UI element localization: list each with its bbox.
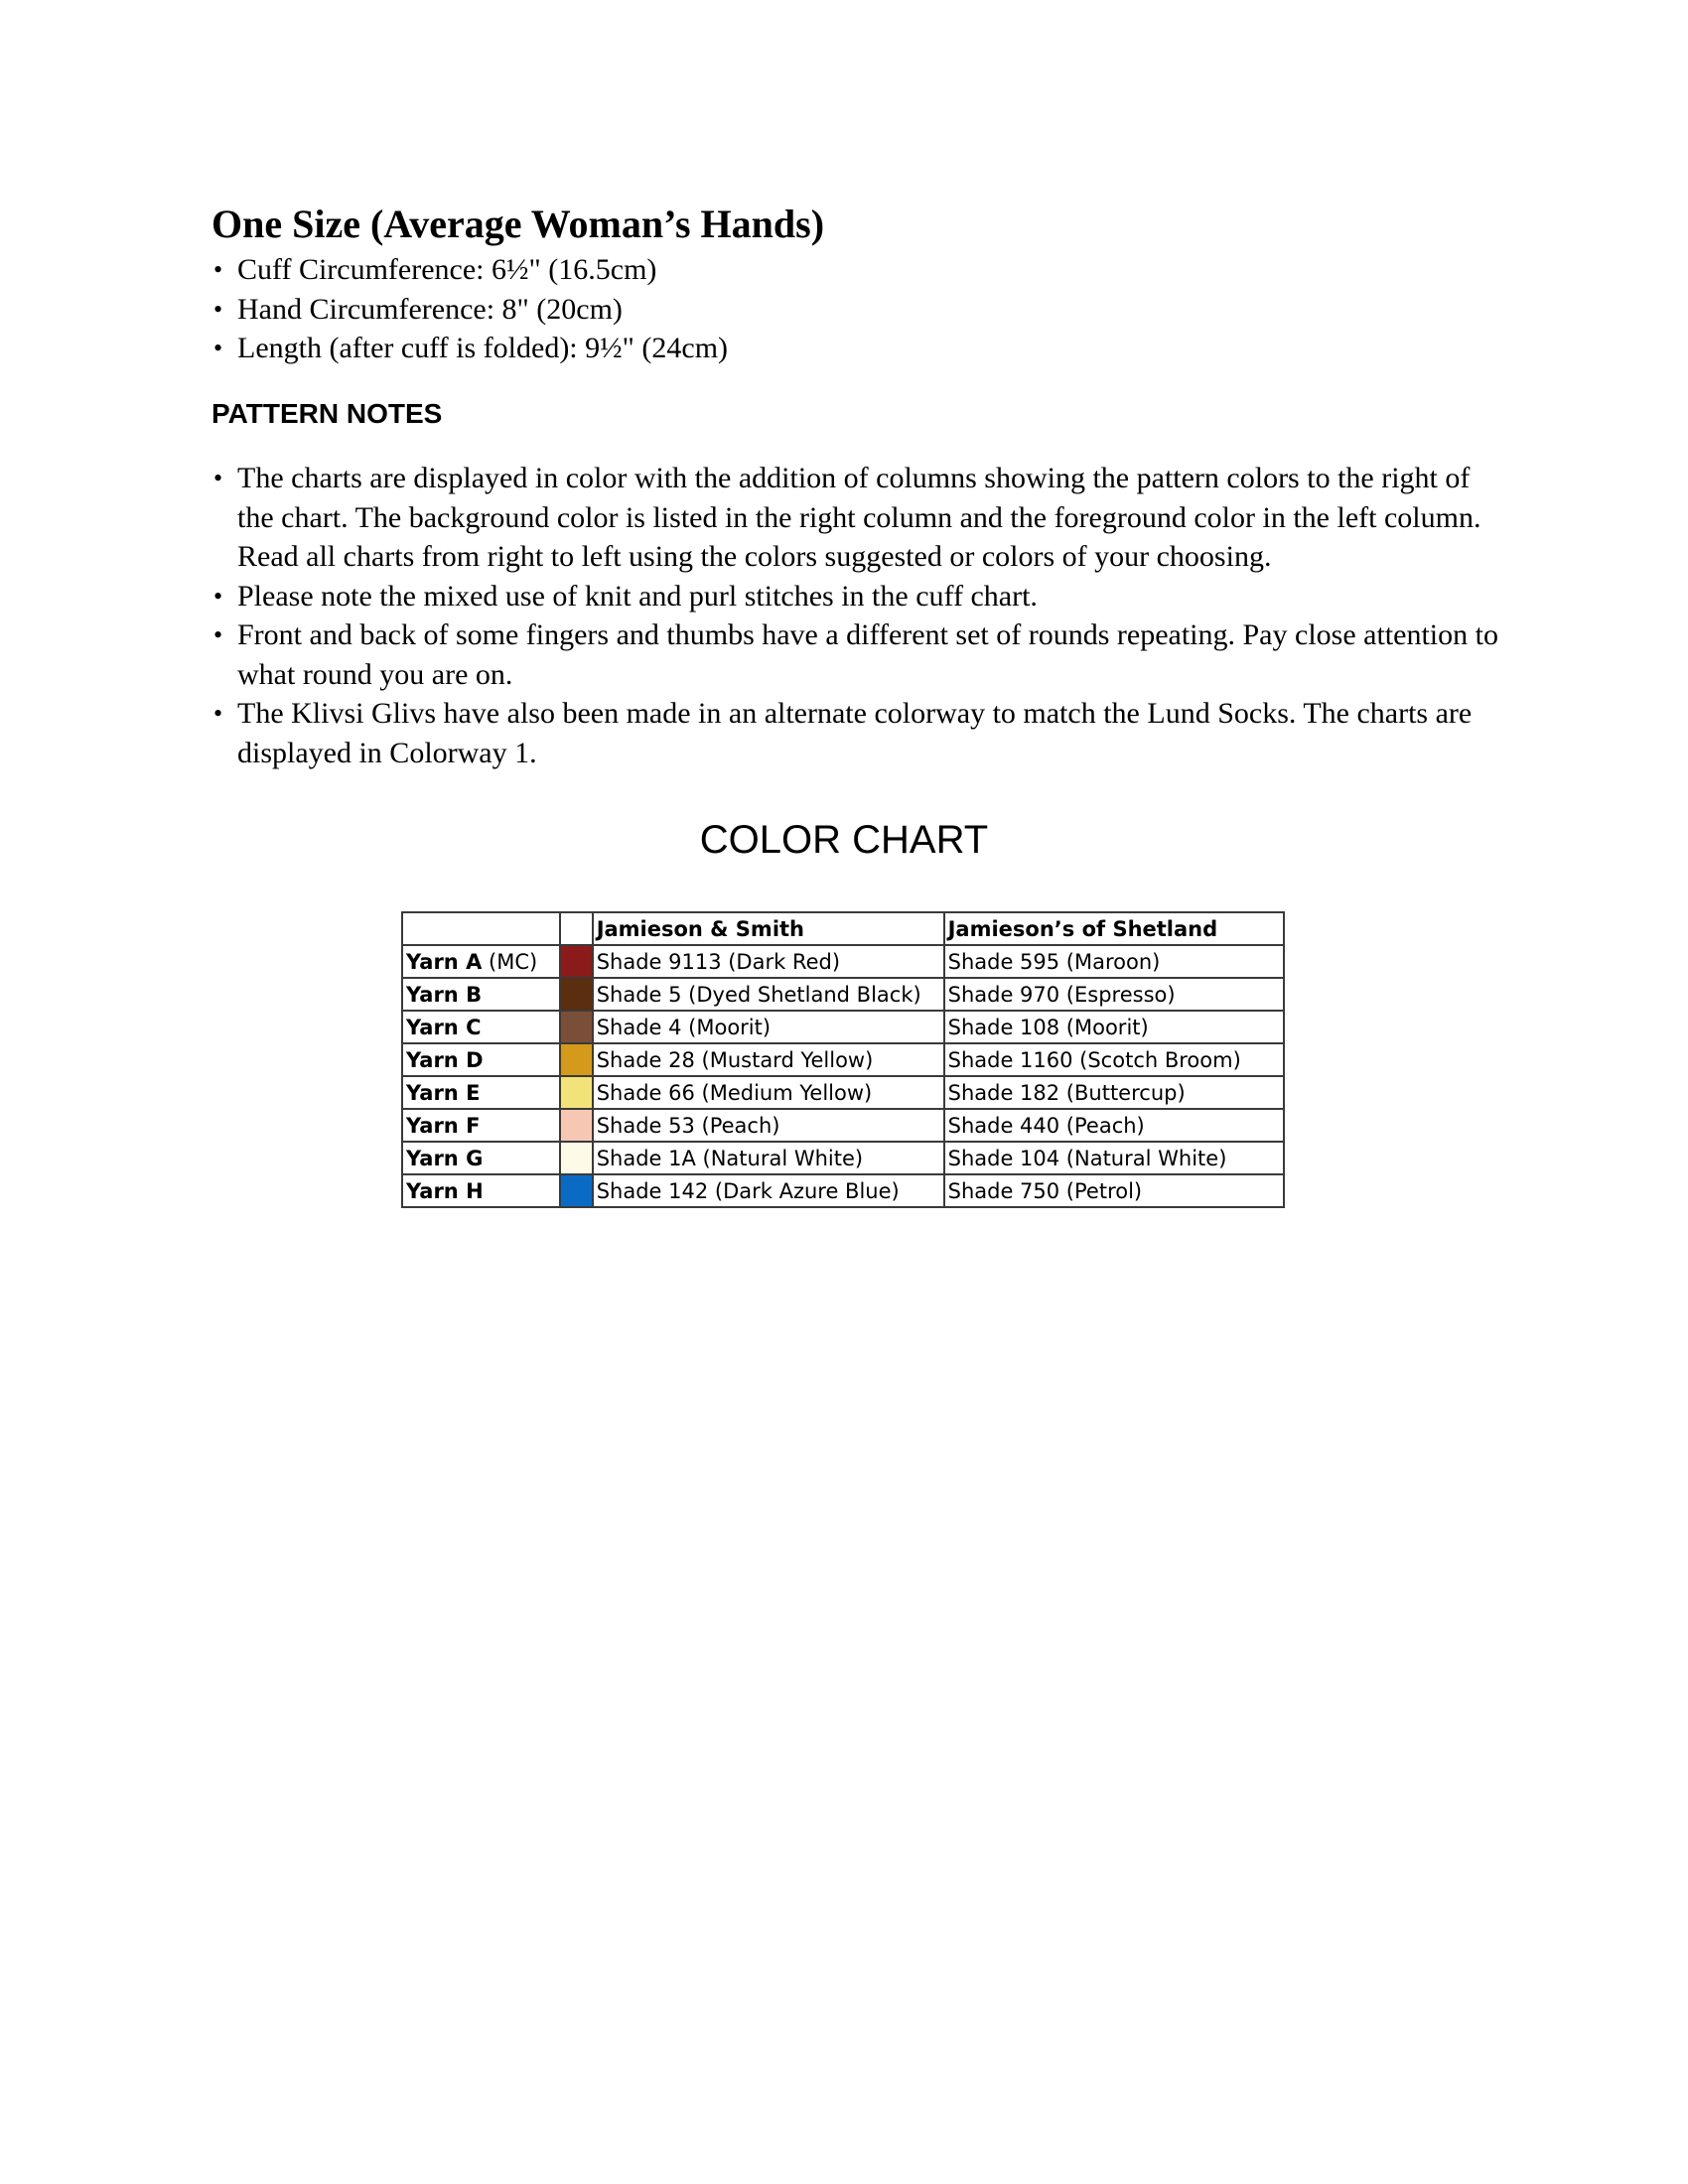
table-row bbox=[402, 1011, 1284, 1043]
jamiesons-shetland-shade: Shade 1160 (Scotch Broom) bbox=[944, 1043, 1284, 1076]
color-chart-rows bbox=[402, 945, 1284, 1207]
jamieson-smith-shade: Shade 53 (Peach) bbox=[593, 1109, 944, 1142]
measurement-item: • Hand Circumference: 8" (20cm) bbox=[211, 290, 1502, 330]
table-row bbox=[402, 1174, 1284, 1207]
jamiesons-shetland-shade: Shade 750 (Petrol) bbox=[944, 1174, 1284, 1207]
header-jamiesons-of-shetland: Jamieson’s of Shetland bbox=[944, 912, 1284, 945]
jamiesons-shetland-shade: Shade 182 (Buttercup) bbox=[944, 1076, 1284, 1109]
yarn-label-cell bbox=[402, 1174, 560, 1207]
color-swatch bbox=[560, 1011, 593, 1043]
yarn-label-cell bbox=[402, 1011, 560, 1043]
jamiesons-shetland-shade: Shade 440 (Peach) bbox=[944, 1109, 1284, 1142]
color-chart-title: COLOR CHART bbox=[699, 818, 989, 862]
yarn-label-cell bbox=[402, 945, 560, 978]
table-row bbox=[402, 1076, 1284, 1109]
jamieson-smith-shade: Shade 1A (Natural White) bbox=[593, 1142, 944, 1174]
table-row bbox=[402, 1109, 1284, 1142]
table-row bbox=[402, 945, 1284, 978]
jamieson-smith-shade: Shade 142 (Dark Azure Blue) bbox=[593, 1174, 944, 1207]
jamiesons-shetland-shade: Shade 108 (Moorit) bbox=[944, 1011, 1284, 1043]
yarn-label-cell bbox=[402, 1076, 560, 1109]
color-chart-table bbox=[401, 911, 1285, 1208]
jamieson-smith-shade: Shade 4 (Moorit) bbox=[593, 1011, 944, 1043]
size-title: One Size (Average Woman’s Hands) bbox=[211, 202, 825, 246]
yarn-label-cell bbox=[402, 1043, 560, 1076]
pattern-notes-heading: PATTERN NOTES bbox=[211, 398, 443, 429]
color-swatch bbox=[560, 1076, 593, 1109]
color-swatch bbox=[560, 1142, 593, 1174]
jamiesons-shetland-shade: Shade 595 (Maroon) bbox=[944, 945, 1284, 978]
jamieson-smith-shade: Shade 66 (Medium Yellow) bbox=[593, 1076, 944, 1109]
jamieson-smith-shade: Shade 9113 (Dark Red) bbox=[593, 945, 944, 978]
yarn-name: Yarn C bbox=[406, 1015, 482, 1039]
pattern-note-item: • The charts are displayed in color with the addition of columns showing the pattern colors to the right of the chart. The background color is listed in the right column and the foreground color in the left column. Read all charts from right to left using the colors suggested or colors of your choosing. bbox=[211, 459, 1502, 577]
pattern-note-item: • The Klivsi Glivs have also been made in an alternate colorway to match the Lund Socks. The charts are displayed in Colorway 1. bbox=[211, 694, 1502, 772]
color-swatch bbox=[560, 1043, 593, 1076]
color-swatch bbox=[560, 978, 593, 1011]
table-row bbox=[402, 1142, 1284, 1174]
table-header-row bbox=[402, 912, 1284, 945]
yarn-label-cell bbox=[402, 1142, 560, 1174]
table-row bbox=[402, 1043, 1284, 1076]
jamieson-smith-shade: Shade 28 (Mustard Yellow) bbox=[593, 1043, 944, 1076]
color-swatch bbox=[560, 1109, 593, 1142]
measurement-item: • Cuff Circumference: 6½" (16.5cm) bbox=[211, 250, 1502, 290]
yarn-name: Yarn A bbox=[406, 949, 483, 974]
measurements-list bbox=[211, 250, 1502, 368]
color-swatch bbox=[560, 1174, 593, 1207]
yarn-label-cell bbox=[402, 1109, 560, 1142]
header-jamieson-smith: Jamieson & Smith bbox=[593, 912, 944, 945]
measurement-item: • Length (after cuff is folded): 9½" (24cm) bbox=[211, 329, 1502, 368]
header-swatch bbox=[560, 912, 593, 945]
yarn-name: Yarn H bbox=[406, 1178, 484, 1203]
yarn-name: Yarn B bbox=[406, 982, 483, 1007]
yarn-name: Yarn D bbox=[406, 1047, 484, 1072]
pattern-note-item: • Front and back of some fingers and thumbs have a different set of rounds repeating. Pay close attention to what round you are on. bbox=[211, 615, 1502, 694]
header-yarn bbox=[402, 912, 560, 945]
color-swatch bbox=[560, 945, 593, 978]
yarn-name: Yarn F bbox=[406, 1113, 481, 1138]
pattern-note-item: • Please note the mixed use of knit and purl stitches in the cuff chart. bbox=[211, 577, 1502, 616]
pattern-notes-list bbox=[211, 459, 1502, 772]
jamiesons-shetland-shade: Shade 104 (Natural White) bbox=[944, 1142, 1284, 1174]
jamieson-smith-shade: Shade 5 (Dyed Shetland Black) bbox=[593, 978, 944, 1011]
yarn-label-cell bbox=[402, 978, 560, 1011]
yarn-name: Yarn E bbox=[406, 1080, 481, 1105]
yarn-name: Yarn G bbox=[406, 1146, 484, 1170]
yarn-suffix: (MC) bbox=[482, 949, 538, 974]
table-row bbox=[402, 978, 1284, 1011]
jamiesons-shetland-shade: Shade 970 (Espresso) bbox=[944, 978, 1284, 1011]
